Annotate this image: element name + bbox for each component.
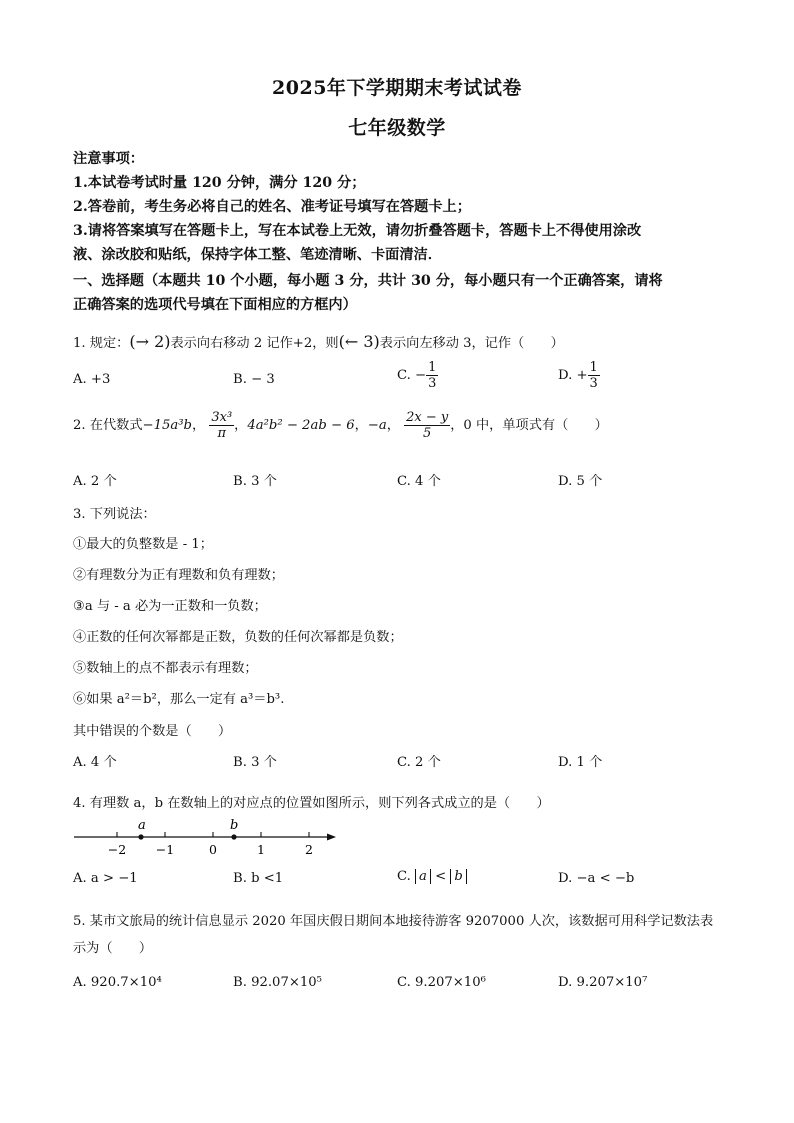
question-2-term-1: −15a³b	[142, 418, 192, 433]
question-1-option-a: A. +3	[73, 372, 111, 387]
point-b-dot	[231, 834, 236, 839]
separator: ，	[354, 418, 368, 433]
question-5-option-c: C. 9.207×10⁶	[397, 975, 486, 990]
point-a-dot	[138, 834, 143, 839]
question-3-option-a: A. 4 个	[73, 755, 117, 770]
question-1-option-c-fraction	[426, 360, 438, 391]
question-3-stem: 3. 下列说法：	[73, 507, 156, 522]
question-1-option-d	[558, 360, 600, 391]
fraction-denominator: 5	[423, 426, 432, 441]
question-4-option-c	[397, 869, 467, 884]
question-4-option-b: B. b <1	[233, 871, 284, 886]
question-2-text-end: ，0 中，单项式有（ ）	[450, 418, 608, 433]
question-2-option-c: C. 4 个	[397, 474, 441, 489]
fraction-denominator: 3	[589, 376, 598, 391]
question-3-statement-4: ④正数的任何次幂都是正数，负数的任何次幂都是负数；	[73, 630, 403, 645]
question-3-statement-5: ⑤数轴上的点不都表示有理数；	[73, 661, 258, 676]
point-b-label: b	[230, 818, 239, 833]
question-4-option-d: D. −a < −b	[558, 871, 635, 886]
number-line-figure	[68, 815, 348, 860]
separator: ，	[191, 418, 206, 433]
question-1-option-d-fraction	[588, 360, 600, 391]
question-4-option-a: A. a > −1	[73, 871, 138, 886]
question-1-option-d-label: D. +	[558, 368, 588, 383]
number-line-tick-label: −2	[107, 842, 127, 857]
exam-title: 2025年下学期期末考试试卷	[272, 77, 522, 99]
question-3-option-b: B. 3 个	[233, 755, 277, 770]
number-line-tick-label: 0	[209, 842, 217, 857]
notice-heading: 注意事项：	[73, 151, 144, 167]
question-2-option-d: D. 5 个	[558, 474, 603, 489]
question-3-option-d: D. 1 个	[558, 755, 603, 770]
question-5-option-a: A. 920.7×10⁴	[73, 975, 162, 990]
question-1-option-b: B. − 3	[233, 372, 275, 387]
question-1-option-c-label: C. −	[397, 368, 427, 383]
question-2-term-3: 4a²b² − 2ab − 6	[247, 418, 355, 433]
question-1-text-3: 表示向左移动 3，记作（ ）	[379, 336, 564, 351]
exam-subtitle: 七年级数学	[348, 117, 446, 139]
notice-item-2: 2.答卷前，考生务必将自己的姓名、准考证号填写在答题卡上；	[73, 199, 471, 215]
fraction-numerator: 1	[428, 360, 437, 375]
number-line-tick-label: 1	[257, 842, 265, 857]
abs-a: a	[415, 869, 431, 884]
question-3-ask: 其中错误的个数是（ ）	[73, 724, 232, 739]
notice-item-3-line1: 3.请将答案填写在答题卡上，写在本试卷上无效，请勿折叠答题卡，答题卡上不得使用涂改	[73, 223, 642, 239]
section1-heading-line2: 正确答案的选项代号填在下面相应的方框内）	[73, 297, 357, 313]
fraction-denominator: π	[217, 426, 227, 441]
question-5-stem-line2: 示为（ ）	[73, 941, 153, 956]
question-2-number: 2. 在代数式	[73, 418, 143, 433]
fraction-denominator: 3	[428, 376, 437, 391]
question-1-option-c	[397, 360, 438, 391]
number-line-arrow	[327, 834, 336, 841]
question-1-number: 1. 规定：	[73, 336, 130, 351]
point-a-label: a	[138, 818, 146, 833]
question-1-stem	[73, 332, 564, 351]
question-1-text-1: 表示向右移动 2 记作	[170, 336, 293, 351]
question-5-option-b: B. 92.07×10⁵	[233, 975, 322, 990]
fraction-numerator: 2x − y	[406, 410, 449, 425]
separator: ，	[386, 418, 400, 433]
separator: ，	[234, 418, 248, 433]
question-3-statement-6: ⑥如果 a²＝b²，那么一定有 a³＝b³.	[73, 692, 285, 707]
number-line-tick-label: 2	[305, 842, 313, 857]
question-2-term-2	[209, 410, 234, 441]
question-3-option-c: C. 2 个	[397, 755, 441, 770]
abs-b: b	[450, 869, 466, 884]
fraction-numerator: 3x³	[211, 410, 233, 425]
question-2-term-5	[404, 410, 450, 441]
notice-item-1: 1.本试卷考试时量 120 分钟，满分 120 分；	[73, 175, 366, 191]
question-1-value: +2	[292, 336, 313, 351]
question-3-statement-3: ③a 与 - a 必为一正数和一负数；	[73, 599, 267, 614]
section1-heading-line1: 一、选择题（本题共 10 个小题，每小题 3 分，共计 30 分，每小题只有一个正确答案，请将	[73, 273, 663, 289]
question-2-term-4: −a	[367, 418, 387, 433]
question-3-statement-2: ②有理数分为正有理数和负有理数；	[73, 568, 284, 583]
question-1-expr-right: (→ 2)	[129, 332, 171, 351]
question-2-stem	[73, 410, 608, 441]
question-1-expr-left: (← 3)	[338, 332, 380, 351]
question-4-option-c-label: C.	[397, 869, 411, 884]
question-2-option-b: B. 3 个	[233, 474, 277, 489]
question-2-option-a: A. 2 个	[73, 474, 117, 489]
number-line-tick-label: −1	[155, 842, 175, 857]
question-5-option-d: D. 9.207×10⁷	[558, 975, 648, 990]
fraction-numerator: 1	[589, 360, 598, 375]
question-5-stem-line1: 5. 某市文旅局的统计信息显示 2020 年国庆假日期间本地接待游客 9207000 人次，该数据可用科学记数法表	[73, 914, 714, 929]
notice-item-3-line2: 液、涂改胶和贴纸，保持字体工整、笔迹清晰、卡面清洁．	[73, 247, 442, 263]
question-1-text-2: ，则	[312, 336, 339, 351]
less-than-sign: <	[430, 869, 451, 884]
question-3-statement-1: ①最大的负整数是 - 1；	[73, 537, 213, 552]
question-4-stem: 4. 有理数 a，b 在数轴上的对应点的位置如图所示，则下列各式成立的是（ ）	[73, 796, 550, 811]
